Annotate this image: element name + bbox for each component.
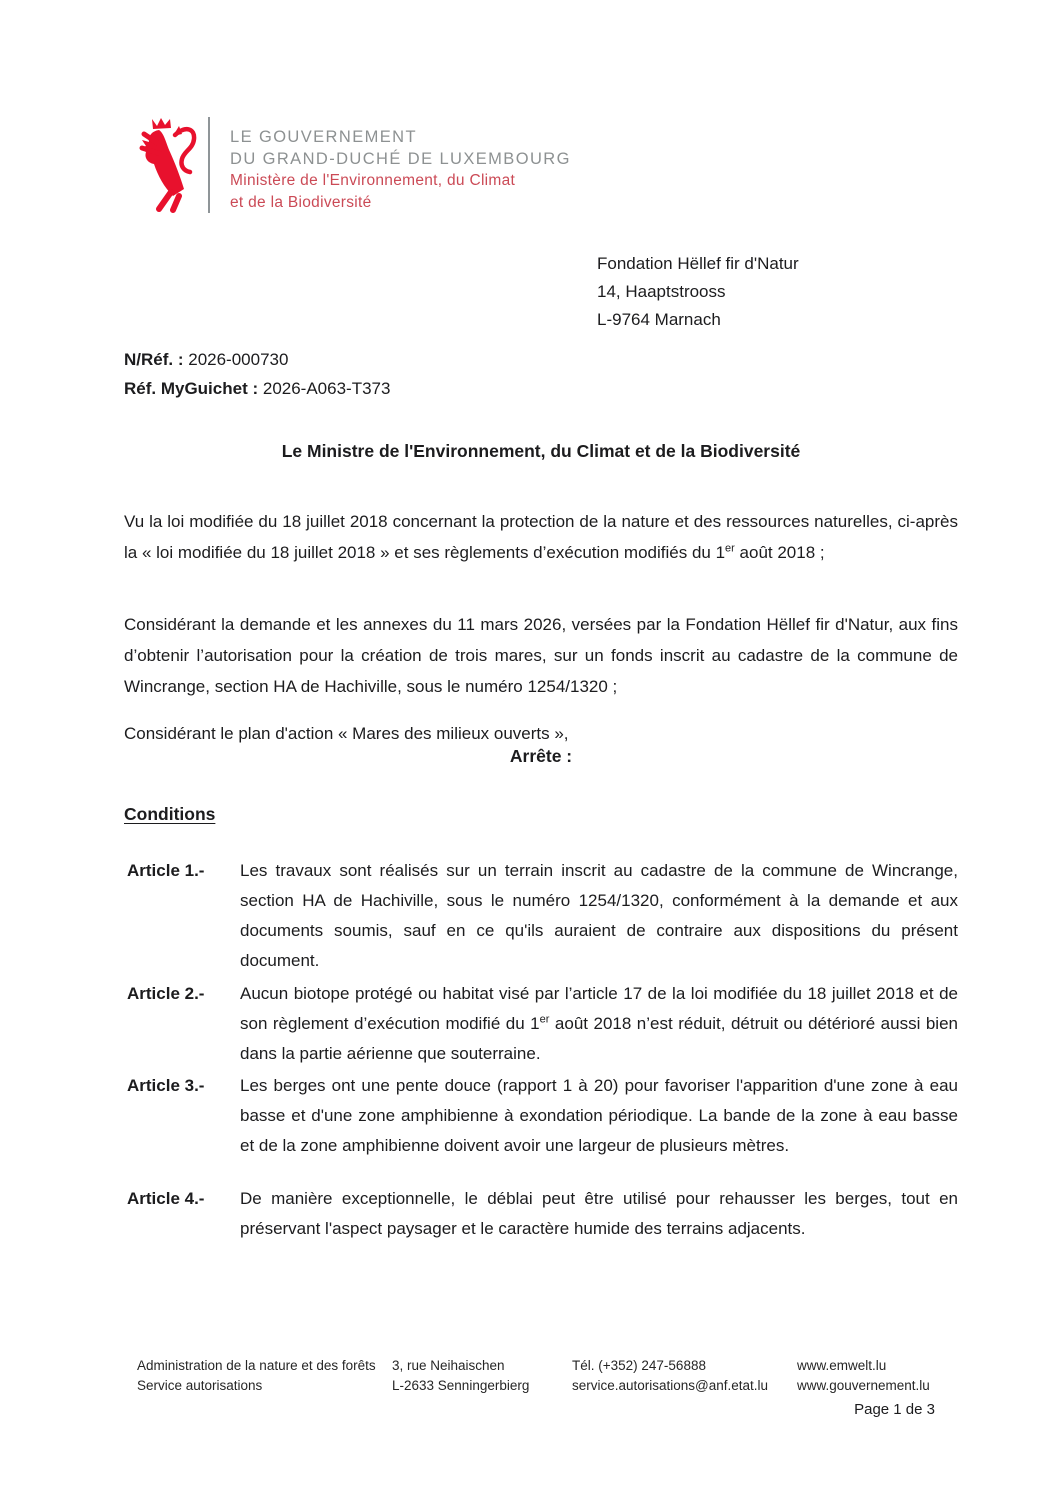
- government-name-line1: LE GOUVERNEMENT: [230, 128, 417, 146]
- recipient-street: 14, Haaptstrooss: [597, 282, 726, 301]
- myguichet-value: 2026-A063-T373: [262, 379, 391, 398]
- document-title: Le Ministre de l'Environnement, du Climat et de la Biodiversité: [281, 441, 801, 461]
- footer-address: [392, 1356, 529, 1396]
- superscript-er: er: [539, 1013, 550, 1026]
- page-number: Page 1 de 3: [854, 1401, 935, 1418]
- article-3-label: Article 3.-: [127, 1076, 205, 1095]
- footer-org-line1: Administration de la nature et des forêts: [137, 1358, 376, 1373]
- government-letterhead: [137, 116, 571, 214]
- nref-value: 2026-000730: [188, 350, 289, 369]
- paragraph-vu-la-loi-text: Vu la loi modifiée du 18 juillet 2018 concernant la protection de la nature et des ressources naturelles, ci-après la « loi modifiée du 18 juillet 2018 » et ses règlements d’exécution modifiés du 1: [124, 512, 958, 562]
- article-4: [127, 1184, 958, 1244]
- article-2-text-start: Aucun biotope protégé ou habitat visé par l’article 17 de la loi modifiée du 18 juillet 2018 et de son règlement d’exécution modifié du 1: [240, 984, 958, 1033]
- paragraph-considerant-demande: Considérant la demande et les annexes du 11 mars 2026, versées par la Fondation Hëllef fir d'Natur, aux fins d’obtenir l’autorisation pour la création de trois mares, sur un fonds inscrit au cadastre de la commune de Wincrange, section HA de Hachiville, sous le numéro 1254/1320 ;: [124, 615, 958, 696]
- article-1: [127, 856, 958, 976]
- footer-phone: Tél. (+352) 247-56888: [572, 1358, 706, 1373]
- recipient-address: [597, 250, 799, 334]
- conditions-heading: Conditions: [124, 804, 216, 824]
- arrete-heading: Arrête :: [509, 746, 573, 766]
- lion-body: [140, 130, 184, 196]
- reference-block: [124, 345, 390, 403]
- recipient-city: L-9764 Marnach: [597, 310, 721, 329]
- ministry-name-line2: et de la Biodiversité: [230, 194, 372, 211]
- paragraph-considerant-plan: Considérant le plan d'action « Mares des milieux ouverts »,: [124, 724, 569, 743]
- reference-line-nref: [124, 345, 390, 374]
- letterhead-divider: [208, 117, 210, 213]
- footer-website-gouvernement: www.gouvernement.lu: [797, 1378, 930, 1393]
- recipient-name: Fondation Hëllef fir d'Natur: [597, 254, 799, 273]
- article-2-label: Article 2.-: [127, 984, 205, 1003]
- article-4-text: De manière exceptionnelle, le déblai peut être utilisé pour rehausser les berges, tout en préservant l'aspect paysager et le caractère humide des terrains adjacents.: [240, 1189, 958, 1238]
- article-4-label: Article 4.-: [127, 1189, 205, 1208]
- article-2-text: [240, 979, 958, 1069]
- footer-website-emwelt: www.emwelt.lu: [797, 1358, 887, 1373]
- superscript-er: er: [725, 542, 735, 555]
- article-3: [127, 1071, 958, 1161]
- article-1-label: Article 1.-: [127, 861, 205, 880]
- lion-crown: [152, 118, 171, 129]
- footer-contact: [572, 1356, 768, 1396]
- article-2-text-end: août 2018 n’est réduit, détruit ou détérioré aussi bien dans la partie aérienne que souterraine.: [240, 1014, 958, 1063]
- footer-organisation: [137, 1356, 376, 1396]
- footer-org-line2: Service autorisations: [137, 1378, 263, 1393]
- government-name-line2: DU GRAND-DUCHÉ DE LUXEMBOURG: [230, 150, 571, 168]
- paragraph-vu-la-loi: [124, 506, 958, 568]
- footer-websites: [797, 1356, 930, 1396]
- reference-line-myguichet: [124, 374, 390, 403]
- article-1-text: Les travaux sont réalisés sur un terrain inscrit au cadastre de la commune de Wincrange, section HA de Hachiville, sous le numéro 1254/1320, conformément à la demande et aux documents soumis, sauf en ce qu'ils auraient de contraire aux dispositions du présent document.: [240, 861, 958, 970]
- lion-hindleg-1: [159, 192, 171, 209]
- footer-email: service.autorisations@anf.etat.lu: [572, 1378, 769, 1393]
- nref-label: N/Réf. :: [124, 350, 184, 369]
- paragraph-vu-la-loi-end: août 2018 ;: [734, 543, 825, 562]
- ministry-name-line1: Ministère de l'Environnement, du Climat: [230, 172, 516, 189]
- footer-addr-line1: 3, rue Neihaischen: [392, 1358, 505, 1373]
- letterhead-text: [230, 116, 571, 214]
- lion-hindleg-2: [173, 196, 179, 210]
- myguichet-label: Réf. MyGuichet :: [124, 379, 259, 398]
- article-2: [127, 979, 958, 1069]
- luxembourg-lion-logo-icon: [137, 116, 201, 213]
- lion-tail: [175, 129, 194, 172]
- article-3-text: Les berges ont une pente douce (rapport 1 à 20) pour favoriser l'apparition d'une zone à eau basse et d'une zone amphibienne à exondation périodique. La bande de la zone à eau basse et de la zone amphibienne doivent avoir une largeur de plusieurs mètres.: [240, 1076, 958, 1155]
- footer-addr-line2: L-2633 Senningerbierg: [392, 1378, 530, 1393]
